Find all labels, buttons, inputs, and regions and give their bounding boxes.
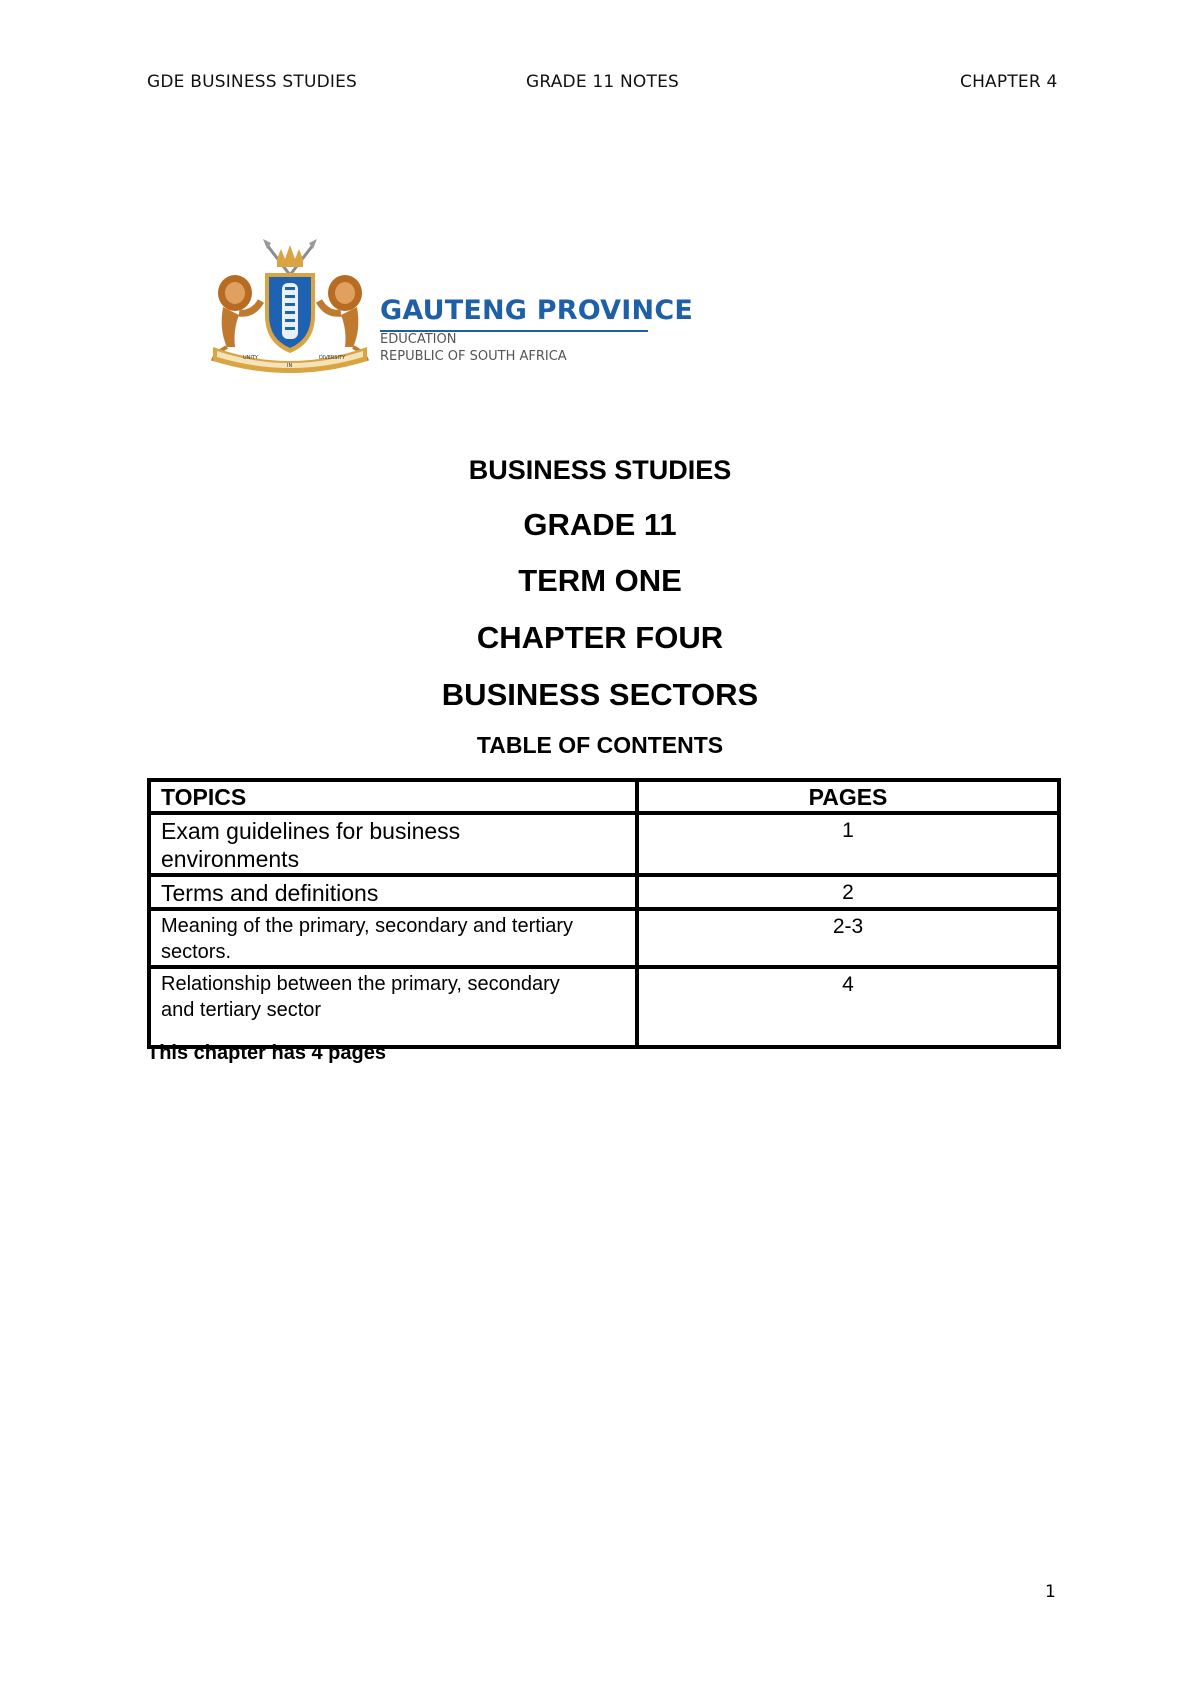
toc-page: 2 [637, 875, 1059, 909]
toc-table [147, 778, 1061, 1049]
toc-topic [149, 813, 637, 875]
header-left: GDE BUSINESS STUDIES [147, 72, 358, 92]
toc-topic-line: Terms and definitions [161, 880, 379, 906]
toc-heading: TABLE OF CONTENTS [476, 732, 724, 758]
toc-topic-line: environments [161, 846, 300, 872]
header-right: CHAPTER 4 [960, 72, 1058, 92]
grade-title: GRADE 11 [523, 507, 677, 542]
motto-word-2: IN [287, 363, 293, 369]
toc-row [149, 875, 1059, 909]
toc-row [149, 813, 1059, 875]
logo-subtitle-republic: REPUBLIC OF SOUTH AFRICA [380, 349, 567, 364]
toc-topic-line: and tertiary sector [161, 999, 322, 1021]
page-number: 1 [1045, 1582, 1056, 1602]
toc-topic [149, 875, 637, 909]
toc-topic [149, 909, 637, 967]
motto-word-1: UNITY [243, 355, 258, 361]
toc-header-topics: TOPICS [149, 780, 637, 813]
logo-subtitle-education: EDUCATION [380, 332, 457, 347]
toc-header-pages: PAGES [637, 780, 1059, 813]
toc-topic-line: Exam guidelines for business [161, 818, 461, 844]
toc-page: 2-3 [637, 909, 1059, 967]
subject-title: BUSINESS STUDIES [468, 455, 732, 485]
toc-page: 4 [637, 967, 1059, 1047]
logo-title: GAUTENG PROVINCE [380, 295, 693, 326]
motto-word-3: DIVERSITY [319, 355, 346, 361]
toc-topic-line: Meaning of the primary, secondary and tertiary [161, 915, 574, 937]
coat-of-arms-icon [205, 235, 375, 375]
toc-topic-line: Relationship between the primary, secondary [161, 973, 560, 995]
chapter-page-count-note: This chapter has 4 pages [147, 1042, 386, 1064]
toc-row [149, 967, 1059, 1047]
header-center: GRADE 11 NOTES [526, 72, 680, 92]
toc-header-row [149, 780, 1059, 813]
toc-topic [149, 967, 637, 1047]
topic-title: BUSINESS SECTORS [441, 677, 759, 712]
toc-page: 1 [637, 813, 1059, 875]
chapter-title: CHAPTER FOUR [476, 620, 724, 655]
gauteng-logo [205, 235, 693, 375]
term-title: TERM ONE [518, 563, 682, 598]
toc-topic-line: sectors. [161, 941, 232, 963]
toc-row [149, 909, 1059, 967]
